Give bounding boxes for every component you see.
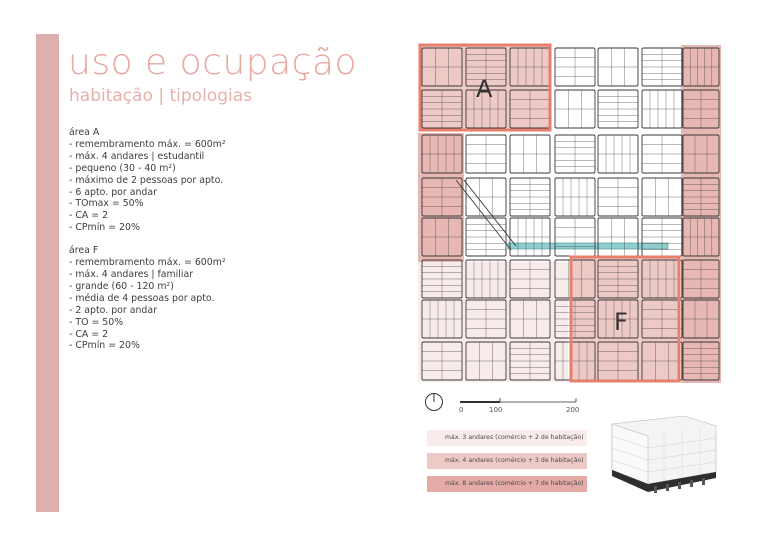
area-a-spec-line: - CPmín = 20% — [69, 222, 140, 234]
area-specs — [69, 127, 389, 363]
north-arrow-icon — [426, 394, 443, 411]
area-f-spec-line: - média de 4 pessoas por apto. — [69, 292, 215, 304]
area-a-spec-line: - pequeno (30 - 40 m²) — [69, 162, 176, 174]
scale-tick-label: 200 — [566, 406, 580, 414]
legend-label: máx. 4 andares (comércio + 3 de habitação) — [445, 457, 584, 464]
area-a-spec-line: - TOmax = 50% — [69, 198, 144, 210]
scale-tick-label: 0 — [459, 406, 464, 414]
area-f-spec-line: - grande (60 - 120 m²) — [69, 280, 174, 292]
area-a-label: A — [476, 75, 493, 103]
area-f-spec-line: - 2 apto. por andar — [69, 304, 157, 316]
area-f-spec-line: - remembramento máx. = 600m² — [69, 257, 226, 269]
area-a-spec-line: - máximo de 2 pessoas por apto. — [69, 174, 224, 186]
area-a-spec-line: - remembramento máx. = 600m² — [69, 138, 226, 150]
scale-tick-label: 100 — [489, 406, 503, 414]
page-subtitle: habitação | tipologias — [69, 86, 252, 106]
area-f-spec-line: - CPmín = 20% — [69, 340, 140, 352]
area-a-spec-line: - máx. 4 andares | estudantil — [69, 150, 205, 162]
legend-label: máx. 8 andares (comércio + 7 de habitação) — [445, 480, 584, 487]
area-f-specs — [69, 245, 389, 352]
page-title: uso e ocupação — [68, 42, 358, 83]
zone-8-floors-west — [418, 133, 464, 263]
zone-3-floors — [418, 262, 568, 382]
building-model-illustration — [604, 414, 722, 500]
zoning-map — [416, 40, 724, 385]
area-f-label: F — [614, 308, 628, 336]
area-a-specs — [69, 127, 389, 234]
area-f-heading: área F — [69, 245, 99, 257]
legend-label: máx. 3 andares (comércio + 2 de habitação) — [445, 434, 584, 441]
area-a-heading: área A — [69, 127, 100, 138]
area-f-spec-line: - máx. 4 andares | familiar — [69, 268, 194, 280]
area-f-spec-line: - CA = 2 — [69, 328, 109, 340]
area-f-spec-line: - TO = 50% — [69, 316, 124, 328]
area-a-spec-line: - 6 apto. por andar — [69, 186, 157, 198]
canal — [508, 243, 668, 249]
scale-bar — [424, 392, 594, 418]
area-a-spec-line: - CA = 2 — [69, 210, 109, 222]
side-accent-bar — [36, 34, 59, 512]
